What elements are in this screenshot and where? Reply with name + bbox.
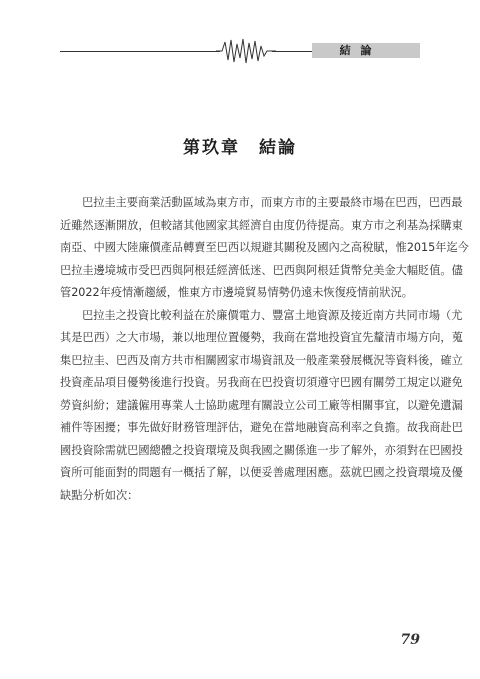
paragraph-1: [60, 192, 469, 305]
header-rule-right: [272, 51, 312, 52]
body-text: [60, 192, 469, 507]
chapter-title: 第玖章 結論: [183, 138, 297, 158]
text-line: 南亞、中國大陸廉價產品轉賣至巴西以規避其關稅及國內之高稅賦，惟2015年迄今: [60, 241, 469, 254]
page-header: [0, 0, 480, 70]
header-rule-left: [60, 51, 220, 52]
paragraph-2: [60, 305, 463, 508]
text-line: 巴拉圭主要商業活動區域為東方市，而東方市的主要最終市場在巴西，巴西最: [82, 196, 463, 209]
text-line: 資所可能面對的問題有一概括了解，以便妥善處理困應。茲就巴國之投資環境及優: [60, 466, 463, 479]
text-line: 投資產品項目優勢後進行投資。另我商在巴投資切須遵守巴國有關勞工規定以避免: [60, 376, 463, 389]
text-line: 近雖然逐漸開放，但較諸其他國家其經濟自由度仍待提高。東方市之利基為採購東: [60, 218, 463, 232]
text-line: 缺點分析如次：: [60, 488, 139, 502]
text-line: 其是巴西）之大市場，兼以地理位置優勢，我商在當地投資宜先釐清市場方向，蒐: [60, 331, 463, 344]
text-line: 勞資糾紛；建議僱用專業人士協助處理有關設立公司工廠等相關事宜，以避免遺漏: [60, 398, 463, 412]
heartbeat-wave-icon: [216, 36, 276, 66]
text-line: 補件等困擾；事先做好財務管理評估，避免在當地融資高利率之負擔。故我商赴巴: [60, 421, 463, 434]
text-line: 集巴拉圭、巴西及南方共市相關國家市場資訊及一般產業發展概況等資料後，確立: [60, 353, 463, 367]
text-line: 巴拉圭邊境城市受巴西與阿根廷經濟低迷、巴西與阿根廷貨幣兌美金大幅貶值。儘: [60, 263, 463, 277]
page-number: 79: [400, 632, 420, 648]
text-line: 國投資除需就巴國總體之投資環境及與我國之關係進一步了解外，亦須對在巴國投: [60, 443, 463, 457]
text-line: 巴拉圭之投資比較利益在於廉價電力、豐富土地資源及接近南方共同市場（尤: [82, 308, 463, 322]
section-label: 結 論: [339, 44, 375, 57]
text-line: 管2022年疫情漸趨緩，惟東方市邊境貿易情勢仍遠未恢復疫情前狀況。: [60, 286, 413, 299]
